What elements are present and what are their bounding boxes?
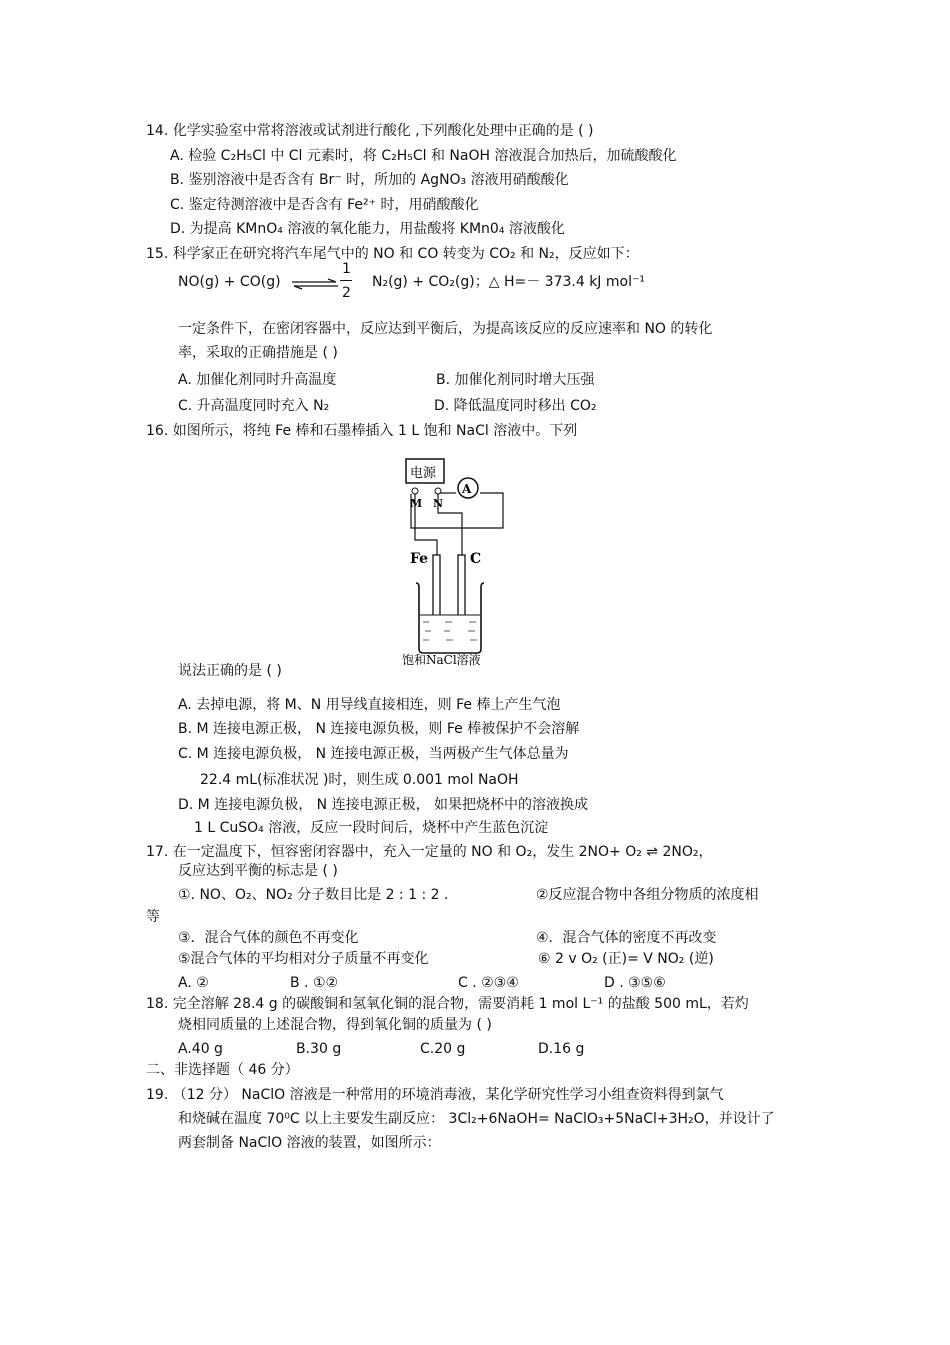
q17-choice-c: C . ②③④	[458, 975, 519, 991]
q16-option-d-line2: 1 L CuSO₄ 溶液，反应一段时间后，烧杯中产生蓝色沉淀	[194, 820, 549, 836]
q16-option-c-line2: 22.4 mL(标准状况 )时，则生成 0.001 mol NaOH	[200, 772, 519, 788]
q16-after-figure: 说法正确的是 ( )	[178, 663, 282, 679]
q17-option-2: ②反应混合物中各组分物质的浓度相	[536, 887, 759, 903]
q18-stem: 18. 完全溶解 28.4 g 的碳酸铜和氢氧化铜的混合物，需要消耗 1 mol L⁻¹ 的盐酸 500 mL，若灼	[146, 996, 749, 1012]
q15-equation-left: NO(g) + CO(g)	[178, 274, 281, 290]
q14-option-d: D. 为提高 KMnO₄ 溶液的氧化能力，用盐酸将 KMn0₄ 溶液酸化	[170, 221, 565, 237]
q17-option-6: ⑥ 2 v O₂ (正)= V NO₂ (逆)	[538, 951, 714, 967]
ammeter-label: A	[462, 482, 472, 496]
q14-option-b: B. 鉴别溶液中是否含有 Br⁻ 时，所加的 AgNO₃ 溶液用硝酸酸化	[170, 172, 569, 188]
electrolysis-apparatus-figure	[400, 455, 520, 670]
q16-option-b: B. M 连接电源正极， N 连接电源负极，则 Fe 棒被保护不会溶解	[178, 721, 580, 737]
q18-choice-a: A.40 g	[178, 1041, 223, 1057]
power-supply-label: 电源	[410, 466, 437, 481]
q15-fraction-numerator: 1	[342, 261, 351, 277]
q19-line1: 19. （12 分） NaClO 溶液是一种常用的环境消毒液，某化学研究性学习小组查资料得到氯气	[146, 1087, 724, 1103]
terminal-n-label: N	[433, 497, 444, 510]
terminal-m-label: M	[410, 497, 423, 510]
q16-option-a: A. 去掉电源，将 M、N 用导线直接相连，则 Fe 棒上产生气泡	[178, 697, 561, 713]
q17-option-5: ⑤混合气体的平均相对分子质量不再变化	[178, 951, 429, 967]
section-heading: 二、非选择题（ 46 分）	[146, 1062, 299, 1078]
q17-option-2-cont: 等	[146, 909, 160, 925]
q14-option-c: C. 鉴定待测溶液中是否含有 Fe²⁺ 时，用硝酸酸化	[170, 197, 479, 213]
q15-text-line2: 率，采取的正确措施是 ( )	[178, 345, 338, 361]
equilibrium-arrow-icon	[290, 278, 340, 290]
q15-equation-right: N₂(g) + CO₂(g)；△ H=－ 373.4 kJ mol⁻¹	[372, 274, 645, 290]
q15-fraction-bar	[340, 280, 352, 281]
q16-option-d-line1: D. M 连接电源负极， N 连接电源正极， 如果把烧杯中的溶液换成	[178, 797, 589, 813]
q14-stem: 14. 化学实验室中常将溶液或试剂进行酸化 ,下列酸化处理中正确的是 ( )	[146, 123, 594, 139]
q15-text-line1: 一定条件下，在密闭容器中，反应达到平衡后，为提高该反应的反应速率和 NO 的转化	[178, 321, 713, 337]
c-electrode-label: C	[470, 551, 482, 567]
q19-line2: 和烧碱在温度 70⁰C 以上主要发生副反应： 3Cl₂+6NaOH= NaClO₃+5NaCl+3H₂O，并设计了	[178, 1111, 775, 1127]
q18-choice-b: B.30 g	[296, 1041, 342, 1057]
q17-option-1: ①. NO、O₂、NO₂ 分子数目比是 2 : 1 : 2 .	[178, 887, 449, 903]
q14-option-a: A. 检验 C₂H₅Cl 中 Cl 元素时，将 C₂H₅Cl 和 NaOH 溶液混合加热后，加硫酸酸化	[170, 148, 677, 164]
q15-fraction-denominator: 2	[342, 285, 351, 301]
q17-option-3: ③．混合气体的颜色不再变化	[178, 930, 359, 946]
q17-option-4: ④．混合气体的密度不再改变	[536, 930, 717, 946]
q17-stem-line2: 反应达到平衡的标志是 ( )	[178, 863, 338, 879]
q16-option-c-line1: C. M 连接电源负极， N 连接电源正极，当两极产生气体总量为	[178, 746, 569, 762]
q17-choice-d: D . ③⑤⑥	[604, 975, 666, 991]
q17-choice-a: A. ②	[178, 975, 209, 991]
q16-stem: 16. 如图所示，将纯 Fe 棒和石墨棒插入 1 L 饱和 NaCl 溶液中。下列	[146, 423, 578, 439]
q18-choice-c: C.20 g	[420, 1041, 466, 1057]
q19-line3: 两套制备 NaClO 溶液的装置，如图所示：	[178, 1135, 441, 1151]
solution-label: 饱和NaCl溶液	[402, 653, 481, 667]
q15-option-b: B. 加催化剂同时增大压强	[436, 372, 595, 388]
solution	[420, 615, 480, 649]
fe-electrode-label: Fe	[410, 551, 429, 567]
q15-option-a: A. 加催化剂同时升高温度	[178, 372, 337, 388]
q15-option-d: D. 降低温度同时移出 CO₂	[434, 398, 597, 414]
q17-choice-b: B . ①②	[290, 975, 339, 991]
q15-stem: 15. 科学家正在研究将汽车尾气中的 NO 和 CO 转变为 CO₂ 和 N₂，反应如下：	[146, 246, 639, 262]
q18-stem-line2: 烧相同质量的上述混合物，得到氧化铜的质量为 ( )	[178, 1017, 492, 1033]
q18-choice-d: D.16 g	[538, 1041, 585, 1057]
q17-stem: 17. 在一定温度下，恒容密闭容器中，充入一定量的 NO 和 O₂，发生 2NO+ O₂ ⇌ 2NO₂，	[146, 844, 713, 860]
q15-option-c: C. 升高温度同时充入 N₂	[178, 398, 330, 414]
